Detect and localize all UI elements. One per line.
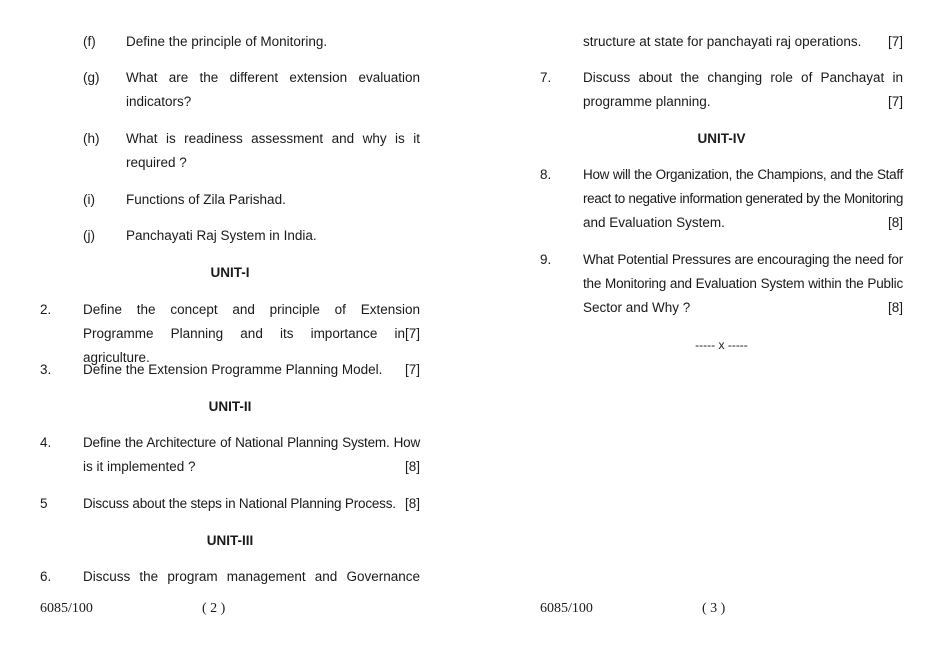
question-text: the Monitoring and Evaluation System within the Public	[583, 276, 903, 291]
unit-heading: UNIT-III	[206, 533, 254, 548]
question-text: Define the concept and principle of Extension	[83, 302, 420, 317]
question-4	[40, 431, 420, 479]
question-text: Discuss about the steps in National Planning Process.	[83, 496, 396, 511]
question-number: 9.	[540, 252, 552, 267]
question-text: Discuss the program management and Governance	[83, 569, 420, 584]
question-number: 3.	[40, 362, 52, 377]
question-1f	[40, 30, 420, 54]
question-label: (i)	[83, 192, 95, 207]
question-8	[540, 163, 903, 235]
question-number: 7.	[540, 70, 552, 85]
question-text: Define the principle of Monitoring.	[126, 34, 328, 49]
marks: [8]	[887, 215, 903, 230]
question-text: What is readiness assessment and why is it	[126, 131, 420, 146]
question-text: is it implemented ?	[83, 459, 196, 474]
question-text: and Evaluation System.	[583, 215, 725, 230]
marks: [7]	[404, 326, 420, 341]
unit-heading: UNIT-IV	[697, 131, 746, 146]
question-7	[540, 66, 903, 114]
question-6-continued	[540, 30, 903, 54]
unit-heading: UNIT-II	[208, 399, 252, 414]
end-marker: ----- x -----	[695, 338, 748, 352]
question-9	[540, 248, 903, 320]
question-text: What are the different extension evaluation	[126, 70, 420, 85]
question-text: required ?	[126, 155, 187, 170]
marks: [8]	[887, 300, 903, 315]
question-number: 5	[40, 496, 48, 511]
question-1h	[40, 127, 420, 175]
question-1i	[40, 188, 420, 212]
question-number: 6.	[40, 569, 52, 584]
marks: [7]	[887, 34, 903, 49]
marks: [8]	[404, 459, 420, 474]
question-label: (h)	[83, 131, 100, 146]
question-1j	[40, 224, 420, 248]
question-text: structure at state for panchayati raj operations.	[583, 34, 862, 49]
question-label: (f)	[83, 34, 96, 49]
marks: [7]	[404, 362, 420, 377]
page-number: ( 3 )	[702, 601, 726, 616]
page-number: ( 2 )	[202, 601, 226, 616]
marks: [7]	[887, 94, 903, 109]
question-text: react to negative information generated by the Monitoring	[583, 191, 903, 206]
question-5	[40, 492, 420, 516]
question-text: Discuss about the changing role of Panchayat in	[583, 70, 903, 85]
question-text: Programme Planning and its importance in agriculture.	[83, 326, 405, 365]
page-code: 6085/100	[540, 601, 593, 616]
question-text: Define the Architecture of National Planning System. How	[83, 435, 420, 450]
question-text: Define the Extension Programme Planning Model.	[83, 362, 383, 377]
question-1g	[40, 66, 420, 114]
question-text: programme planning.	[583, 94, 711, 109]
question-text: indicators?	[126, 94, 192, 109]
question-text: What Potential Pressures are encouraging the need for	[583, 252, 903, 267]
question-label: (j)	[83, 228, 95, 243]
question-text: Panchayati Raj System in India.	[126, 228, 317, 243]
question-number: 8.	[540, 167, 552, 182]
question-text: Sector and Why ?	[583, 300, 691, 315]
page-code: 6085/100	[40, 601, 93, 616]
question-text: How will the Organization, the Champions, and the Staff	[583, 167, 903, 182]
marks: [8]	[404, 496, 420, 511]
unit-heading: UNIT-I	[210, 265, 250, 280]
question-number: 4.	[40, 435, 52, 450]
question-label: (g)	[83, 70, 100, 85]
question-text: Functions of Zila Parishad.	[126, 192, 286, 207]
question-3	[40, 358, 420, 382]
question-6	[40, 565, 420, 589]
question-number: 2.	[40, 302, 52, 317]
